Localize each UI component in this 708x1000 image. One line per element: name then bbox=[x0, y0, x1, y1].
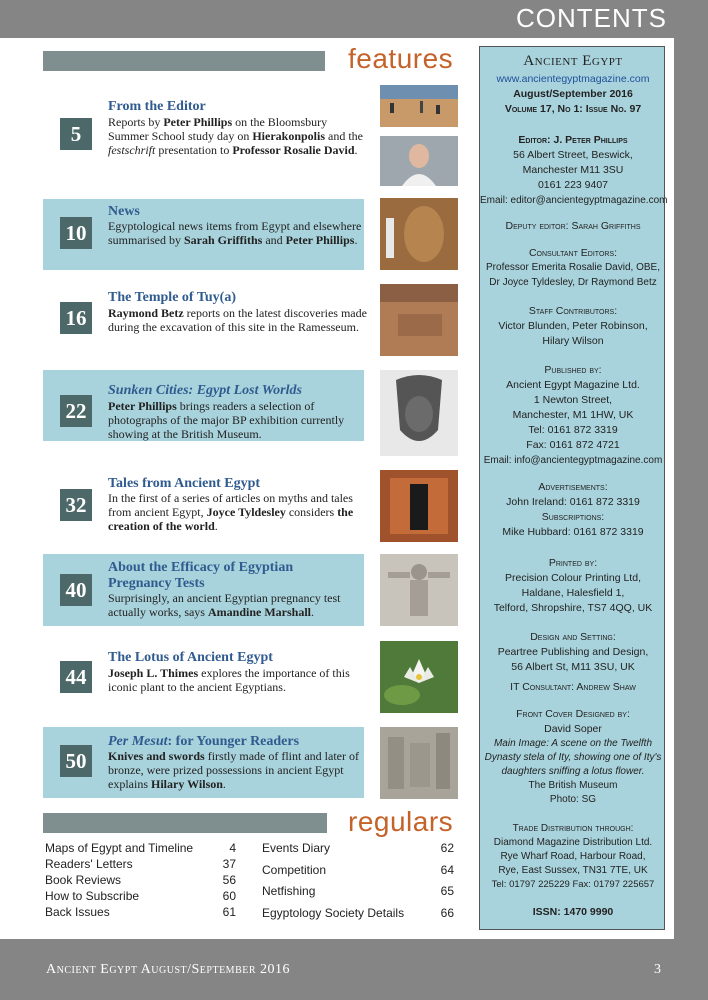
page-number-badge: 5 bbox=[60, 118, 92, 150]
editor-line: Editor: J. Peter Phillips bbox=[518, 134, 628, 146]
subs-heading: Subscriptions: bbox=[541, 511, 605, 523]
editor-address: Manchester M11 3SU bbox=[522, 164, 624, 176]
feature-description: Peter Phillips brings readers a selection of photographs of the major BP exhibition currently showing at the British Museum. bbox=[108, 399, 345, 441]
cover-designer: David Soper bbox=[544, 723, 602, 735]
subs-contact: Mike Hubbard: 0161 872 3319 bbox=[502, 526, 644, 538]
page-number-badge: 50 bbox=[60, 745, 92, 777]
trade-line: Tel: 01797 225229 Fax: 01797 225657 bbox=[491, 879, 655, 890]
masthead-sidebar bbox=[479, 46, 668, 930]
regular-item-label[interactable]: Egyptology Society Details bbox=[262, 905, 405, 920]
page-number-badge: 10 bbox=[60, 217, 92, 249]
page-title: CONTENTS bbox=[516, 3, 667, 33]
deputy-editor: Deputy editor: Sarah Griffiths bbox=[505, 220, 641, 232]
temple-excavation-image bbox=[380, 284, 458, 356]
trade-line: Diamond Magazine Distribution Ltd. bbox=[493, 837, 653, 848]
feature-description: Joseph L. Thimes explores the importance of this iconic plant to the ancient Egyptians. bbox=[108, 666, 350, 694]
feature-description: Surprisingly, an ancient Egyptian pregnancy test actually works, says Amandine Marshall. bbox=[108, 591, 341, 619]
feature-description: Knives and swords firstly made of flint and later of bronze, were prized possessions in ancient Egypt explains Hilary Wilson. bbox=[108, 749, 359, 791]
feature-item[interactable] bbox=[43, 370, 364, 441]
feature-item[interactable] bbox=[43, 199, 364, 270]
page-number-badge: 44 bbox=[60, 661, 92, 693]
feature-title-rest: : for Younger Readers bbox=[167, 734, 300, 749]
page-number-badge: 22 bbox=[60, 395, 92, 427]
feature-title: Sunken Cities: Egypt Lost Worlds bbox=[108, 383, 302, 398]
cover-caption: daughters sniffing a lotus flower. bbox=[501, 766, 645, 777]
relief-carving-image bbox=[380, 727, 458, 799]
regular-item-page: 65 bbox=[440, 884, 454, 898]
feature-item[interactable] bbox=[43, 92, 364, 163]
trade-line: Rye, East Sussex, TN31 7TE, UK bbox=[498, 865, 648, 876]
publisher-email[interactable]: Email: info@ancientegyptmagazine.com bbox=[483, 455, 663, 466]
volume-line: Volume 17, No 1: Issue No. 97 bbox=[504, 103, 642, 115]
regular-item-page: 61 bbox=[222, 905, 236, 919]
publisher-line: Ancient Egypt Magazine Ltd. bbox=[506, 379, 640, 391]
page-number-badge: 32 bbox=[60, 489, 92, 521]
regular-item-label[interactable]: Events Diary bbox=[262, 841, 331, 855]
desert-landscape-image bbox=[380, 85, 458, 127]
tomb-painting-image bbox=[380, 470, 458, 542]
publisher-heading: Published by: bbox=[544, 364, 602, 376]
feature-title-line: Pregnancy Tests bbox=[108, 576, 205, 591]
features-bar bbox=[43, 51, 325, 71]
feature-item[interactable] bbox=[43, 554, 364, 626]
design-heading: Design and Setting: bbox=[530, 631, 616, 643]
page-number-badge: 40 bbox=[60, 574, 92, 606]
feature-description: Egyptological news items from Egypt and elsewhere summarised by Sarah Griffiths and Peter Phillips. bbox=[108, 219, 362, 247]
staff-names: Hilary Wilson bbox=[542, 335, 604, 347]
regular-item-label[interactable]: Back Issues bbox=[45, 905, 110, 919]
feature-title: The Lotus of Ancient Egypt bbox=[108, 650, 273, 665]
portrait-photo-image bbox=[380, 136, 458, 186]
issue-date: August/September 2016 bbox=[513, 88, 633, 100]
staff-heading: Staff Contributors: bbox=[528, 305, 618, 317]
cover-caption: Main Image: A scene on the Twelfth bbox=[493, 738, 653, 749]
regular-item-label[interactable]: Competition bbox=[262, 862, 327, 877]
regular-item-label[interactable]: Readers' Letters bbox=[45, 857, 133, 871]
printer-heading: Printed by: bbox=[548, 557, 598, 569]
footer-page-number: 3 bbox=[654, 962, 661, 977]
ads-contact: John Ireland: 0161 872 3319 bbox=[506, 496, 640, 508]
publisher-line: Manchester, M1 1HW, UK bbox=[512, 409, 634, 421]
publisher-line: 1 Newton Street, bbox=[533, 394, 613, 406]
page-number-badge: 16 bbox=[60, 302, 92, 334]
feature-title-line: About the Efficacy of Egyptian bbox=[108, 560, 294, 575]
regular-item-page: 66 bbox=[440, 905, 454, 920]
feature-title bbox=[108, 734, 299, 750]
design-line: Peartree Publishing and Design, bbox=[497, 646, 649, 658]
regular-item-page: 62 bbox=[440, 841, 454, 855]
feature-item[interactable] bbox=[43, 470, 364, 541]
regulars-bar bbox=[43, 813, 327, 833]
cover-caption: Dynasty stela of Ity, showing one of Ity's bbox=[484, 752, 662, 763]
regular-item-page: 60 bbox=[222, 889, 236, 903]
ads-heading: Advertisements: bbox=[538, 481, 608, 493]
regular-item-label[interactable]: How to Subscribe bbox=[45, 889, 140, 903]
consultant-names: Dr Joyce Tyldesley, Dr Raymond Betz bbox=[489, 277, 657, 288]
cover-heading: Front Cover Designed by: bbox=[516, 708, 630, 720]
consultant-names: Professor Emerita Rosalie David, OBE, bbox=[486, 262, 660, 273]
feature-title-italic: Per Mesut bbox=[108, 734, 168, 749]
pharaoh-head-image bbox=[380, 370, 458, 456]
printer-line: Haldane, Halesfield 1, bbox=[521, 587, 625, 599]
stone-relief-image bbox=[380, 554, 458, 626]
regulars-heading: regulars bbox=[348, 806, 454, 837]
design-line: 56 Albert St, M11 3SU, UK bbox=[511, 661, 635, 673]
trade-heading: Trade Distribution through: bbox=[512, 823, 634, 834]
features-heading: features bbox=[348, 43, 454, 74]
website-link[interactable]: www.ancientegyptmagazine.com bbox=[496, 73, 650, 85]
feature-description: Reports by Peter Phillips on the Bloomsbury Summer School study day on Hierakonpolis and the festschrift presentation to Professor Rosalie David. bbox=[108, 115, 364, 157]
consultant-heading: Consultant Editors: bbox=[528, 247, 618, 259]
regular-item-page: 56 bbox=[222, 873, 236, 887]
feature-title: From the Editor bbox=[108, 99, 206, 114]
issn: ISSN: 1470 9990 bbox=[532, 906, 614, 918]
page-edge bbox=[674, 0, 708, 1000]
publisher-fax: Fax: 0161 872 4721 bbox=[526, 439, 620, 451]
excavation-relief-image bbox=[380, 198, 458, 270]
feature-description: Raymond Betz reports on the latest discoveries made during the excavation of this site in the Ramesseum. bbox=[108, 306, 367, 334]
lotus-flower-image bbox=[380, 641, 458, 713]
feature-item[interactable] bbox=[43, 286, 367, 357]
regular-item-label[interactable]: Book Reviews bbox=[45, 873, 122, 887]
editor-email[interactable]: Email: editor@ancientegyptmagazine.com bbox=[480, 195, 668, 206]
feature-description: In the first of a series of articles on myths and tales from ancient Egypt, Joyce Tyldesley considers the creation of the world. bbox=[108, 491, 354, 533]
staff-names: Victor Blunden, Peter Robinson, bbox=[498, 320, 648, 332]
printer-line: Telford, Shropshire, TS7 4QQ, UK bbox=[493, 602, 653, 614]
regular-item-label[interactable]: Netfishing bbox=[262, 884, 316, 898]
editor-phone: 0161 223 9407 bbox=[537, 179, 609, 191]
feature-title bbox=[108, 560, 293, 592]
regular-item-label[interactable]: Maps of Egypt and Timeline bbox=[45, 841, 194, 855]
feature-title: News bbox=[108, 204, 140, 219]
regular-item-page: 4 bbox=[229, 841, 236, 855]
printer-line: Precision Colour Printing Ltd, bbox=[505, 572, 641, 584]
feature-item[interactable] bbox=[43, 727, 364, 798]
feature-item[interactable] bbox=[43, 645, 364, 716]
feature-title: The Temple of Tuy(a) bbox=[108, 290, 236, 305]
cover-museum: The British Museum bbox=[528, 780, 618, 791]
editor-address: 56 Albert Street, Beswick, bbox=[513, 149, 633, 161]
regular-item-page: 37 bbox=[222, 857, 236, 871]
regular-item-page: 64 bbox=[440, 862, 454, 877]
cover-photo-credit: Photo: SG bbox=[549, 794, 597, 805]
trade-line: Rye Wharf Road, Harbour Road, bbox=[500, 851, 646, 862]
publisher-tel: Tel: 0161 872 3319 bbox=[528, 424, 618, 436]
magazine-name: Ancient Egypt bbox=[523, 53, 623, 69]
feature-title: Tales from Ancient Egypt bbox=[108, 476, 261, 491]
it-consultant: IT Consultant: Andrew Shaw bbox=[510, 681, 636, 693]
footer-magazine: Ancient Egypt August/September 2016 bbox=[46, 962, 291, 977]
